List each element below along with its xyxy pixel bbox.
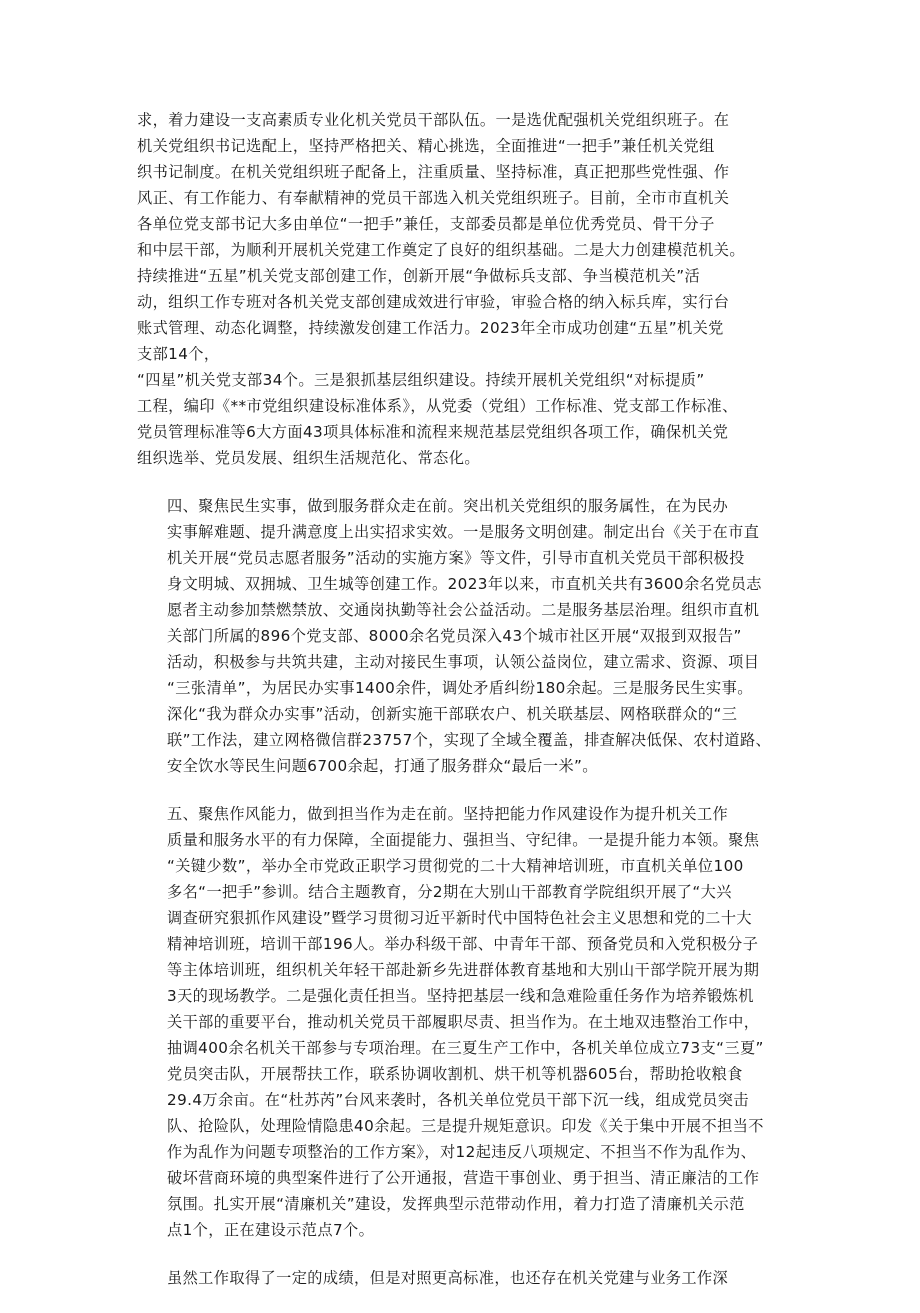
paragraph — [137, 493, 777, 779]
text-line: 关部门所属的896个党支部、8000余名党员深入43个城市社区开展“双报到双报告” — [167, 627, 742, 645]
text-line: 3天的现场教学。二是强化责任担当。坚持把基层一线和急难险重任务作为培养锻炼机 — [167, 987, 754, 1005]
text-line: 关干部的重要平台，推动机关党员干部履职尽责、担当作为。在土地双违整治工作中， — [167, 1013, 760, 1031]
text-line: 持续推进“五星”机关党支部创建工作，创新开展“争做标兵支部、争当模范机关”活 — [137, 267, 701, 285]
text-line: 党员突击队，开展帮扶工作，联系协调收割机、烘干机等机器605台，帮助抢收粮食 — [167, 1065, 743, 1083]
text-line: 精神培训班，培训干部196人。举办科级干部、中青年干部、预备党员和入党积极分子 — [167, 935, 759, 953]
text-line: “四星”机关党支部34个。三是狠抓基层组织建设。持续开展机关党组织“对标提质” — [137, 371, 705, 389]
text-line: 愿者主动参加禁燃禁放、交通岗执勤等社会公益活动。二是服务基层治理。组织市直机 — [167, 601, 760, 619]
text-line: 破坏营商环境的典型案件进行了公开通报，营造干事创业、勇于担当、清正廉洁的工作 — [167, 1169, 760, 1187]
text-line: “关键少数”，举办全市党政正职学习贯彻党的二十大精神培训班，市直机关单位100 — [167, 857, 744, 875]
text-line: 深化“我为群众办实事”活动，创新实施干部联农户、机关联基层、网格联群众的“三 — [167, 705, 738, 723]
text-line: 29.4万余亩。在“杜苏芮”台风来袭时，各机关单位党员干部下沉一线，组成党员突击 — [167, 1091, 749, 1109]
text-line: 作为乱作为问题专项整治的工作方案》，对12起违反八项规定、不担当不作为乱作为、 — [167, 1143, 757, 1161]
paragraph — [137, 107, 777, 471]
document-body — [137, 107, 777, 1313]
text-line: 五、聚焦作风能力，做到担当作为走在前。坚持把能力作风建设作为提升机关工作 — [167, 805, 729, 823]
text-line: 虽然工作取得了一定的成绩，但是对照更高标准，也还存在机关党建与业务工作深 — [167, 1269, 729, 1287]
text-line: 多名“一把手”参训。结合主题教育，分2期在大别山干部教育学院组织开展了“大兴 — [167, 883, 732, 901]
text-line: 动，组织工作专班对各机关党支部创建成效进行审验，审验合格的纳入标兵库，实行台 — [137, 293, 730, 311]
text-line: 安全饮水等民生问题6700余起，打通了服务群众“最后一米”。 — [167, 757, 598, 775]
text-line: 机关党组织书记选配上，坚持严格把关、精心挑选，全面推进“一把手”兼任机关党组 — [137, 137, 715, 155]
text-line: 组织选举、党员发展、组织生活规范化、常态化。 — [137, 449, 480, 467]
text-line: “三张清单”，为居民办实事1400余件，调处矛盾纠纷180余起。三是服务民生实事。 — [167, 679, 753, 697]
text-line: 工程，编印《**市党组织建设标准体系》，从党委（党组）工作标准、党支部工作标准、 — [137, 397, 738, 415]
text-line: 质量和服务水平的有力保障，全面提能力、强担当、守纪律。一是提升能力本领。聚焦 — [167, 831, 760, 849]
text-line: 等主体培训班，组织机关年轻干部赴新乡先进群体教育基地和大别山干部学院开展为期 — [167, 961, 760, 979]
text-line: 氛围。扎实开展“清廉机关”建设，发挥典型示范带动作用，着力打造了清廉机关示范 — [167, 1195, 745, 1213]
text-line: 活动，积极参与共筑共建，主动对接民生事项，认领公益岗位，建立需求、资源、项目 — [167, 653, 760, 671]
text-line: 四、聚焦民生实事，做到服务群众走在前。突出机关党组织的服务属性，在为民办 — [167, 497, 729, 515]
text-line: 织书记制度。在机关党组织班子配备上，注重质量、坚持标准，真正把那些党性强、作 — [137, 163, 730, 181]
text-line: 求，着力建设一支高素质专业化机关党员干部队伍。一是选优配强机关党组织班子。在 — [137, 111, 730, 129]
text-line: 支部14个， — [137, 345, 220, 363]
text-line: 抽调400余名机关干部参与专项治理。在三夏生产工作中，各机关单位成立73支“三夏” — [167, 1039, 764, 1057]
text-line: 点1个，正在建设示范点7个。 — [167, 1221, 375, 1239]
text-line: 党员管理标准等6大方面43项具体标准和流程来规范基层党组织各项工作，确保机关党 — [137, 423, 729, 441]
text-line: 和中层干部，为顺利开展机关党建工作奠定了良好的组织基础。二是大力创建模范机关。 — [137, 241, 745, 259]
paragraph — [137, 1265, 777, 1291]
paragraph — [137, 801, 777, 1243]
text-line: 各单位党支部书记大多由单位“一把手”兼任，支部委员都是单位优秀党员、骨干分子 — [137, 215, 715, 233]
text-line: 实事解难题、提升满意度上出实招求实效。一是服务文明创建。制定出台《关于在市直 — [167, 523, 760, 541]
text-line: 调查研究狠抓作风建设”暨学习贯彻习近平新时代中国特色社会主义思想和党的二十大 — [167, 909, 753, 927]
text-line: 账式管理、动态化调整，持续激发创建工作活力。2023年全市成功创建“五星”机关党 — [137, 319, 724, 337]
text-line: 身文明城、双拥城、卫生城等创建工作。2023年以来，市直机关共有3600余名党员志 — [167, 575, 762, 593]
text-line: 队、抢险队，处理险情隐患40余起。三是提升规矩意识。印发《关于集中开展不担当不 — [167, 1117, 764, 1135]
text-line: 机关开展“党员志愿者服务”活动的实施方案》等文件，引导市直机关党员干部积极投 — [167, 549, 745, 567]
text-line: 风正、有工作能力、有奉献精神的党员干部选入机关党组织班子。目前，全市市直机关 — [137, 189, 730, 207]
text-line: 联”工作法，建立网格微信群23757个，实现了全域全覆盖，排查解决低保、农村道路、 — [167, 731, 772, 749]
